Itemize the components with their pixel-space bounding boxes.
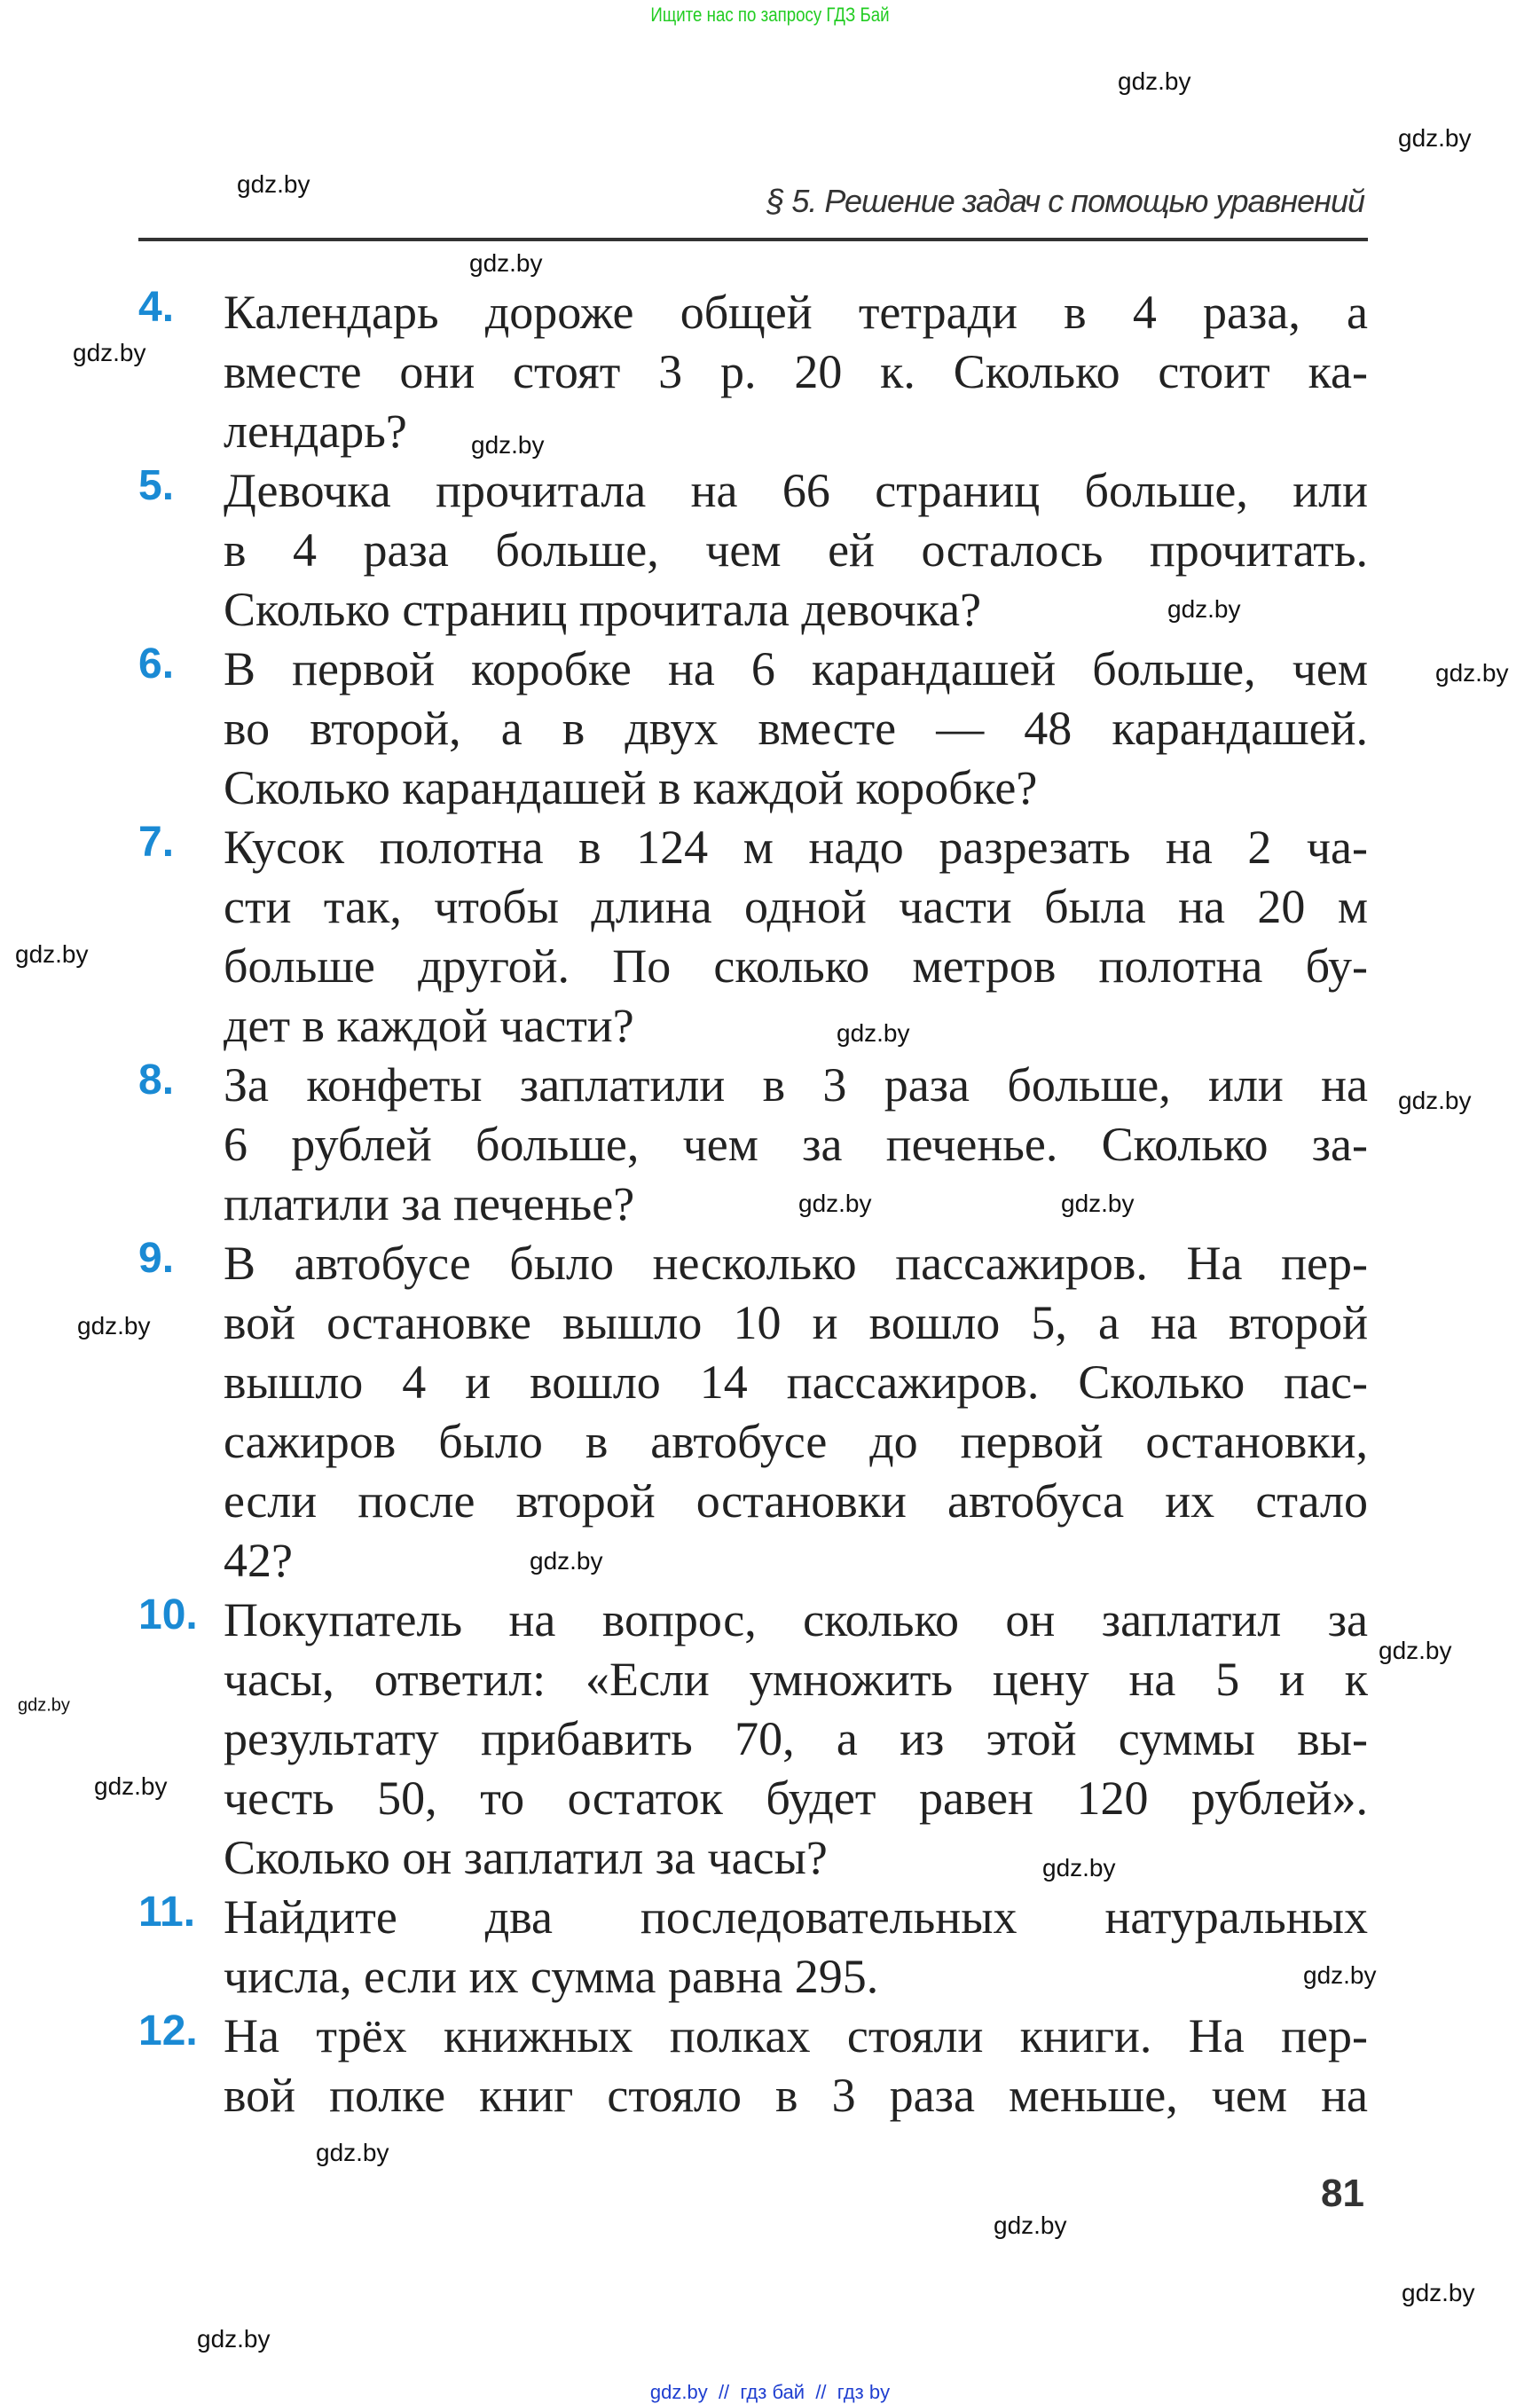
watermark-text: gdz.by bbox=[994, 2212, 1067, 2239]
task-text-line: часы, ответил: «Если умножить цену на 5 и к bbox=[224, 1653, 1368, 1706]
task-text-line: Девочка прочитала на 66 страниц больше, или bbox=[224, 464, 1368, 517]
footer-links[interactable]: gdz.by // гдз бай // гдз by bbox=[649, 2381, 891, 2403]
task-text-line: Сколько он заплатил за часы? bbox=[224, 1831, 828, 1884]
task-text-line: честь 50, то остаток будет равен 120 рублей». bbox=[224, 1772, 1368, 1825]
watermark-text: gdz.by bbox=[837, 1019, 910, 1047]
task-item bbox=[138, 283, 1368, 461]
watermark-text: gdz.by bbox=[15, 940, 89, 968]
watermark-text: gdz.by bbox=[1118, 67, 1191, 95]
task-number: 12. bbox=[138, 2007, 198, 2054]
task-number: 9. bbox=[138, 1235, 175, 1282]
task-text-line: Кусок полотна в 124 м надо разрезать на 2 ча- bbox=[224, 821, 1368, 874]
watermark-text: gdz.by bbox=[1398, 124, 1472, 152]
task-text-line: результату прибавить 70, а из этой суммы вы- bbox=[224, 1712, 1368, 1765]
task-number: 8. bbox=[138, 1057, 175, 1104]
watermark-text: gdz.by bbox=[471, 431, 545, 459]
task-text-line: В первой коробке на 6 карандашей больше, чем bbox=[224, 642, 1368, 695]
task-text-line: больше другой. По сколько метров полотна бу- bbox=[224, 939, 1368, 993]
task-text-line: Сколько страниц прочитала девочка? bbox=[224, 583, 982, 636]
task-text-line: Сколько карандашей в каждой коробке? bbox=[224, 761, 1038, 814]
task-number: 10. bbox=[138, 1591, 198, 1638]
task-text-line: За конфеты заплатили в 3 раза больше, или на bbox=[224, 1058, 1368, 1112]
watermark-text: gdz.by bbox=[1398, 1087, 1472, 1114]
section-title: § 5. Решение задач с помощью уравнений bbox=[766, 183, 1364, 219]
task-text-line: числа, если их сумма равна 295. bbox=[224, 1950, 879, 2003]
watermark-text: gdz.by bbox=[798, 1190, 872, 1217]
watermark-text: gdz.by bbox=[469, 249, 543, 277]
task-text-line: вой полке книг стояло в 3 раза меньше, чем на bbox=[224, 2069, 1368, 2122]
header-divider bbox=[138, 238, 1368, 241]
task-number: 5. bbox=[138, 462, 175, 509]
task-item bbox=[138, 640, 1368, 818]
task-text-line: в 4 раза больше, чем ей осталось прочитать. bbox=[224, 523, 1368, 577]
task-number: 7. bbox=[138, 819, 175, 866]
watermark-text: gdz.by bbox=[73, 339, 146, 366]
task-item bbox=[138, 1234, 1368, 1591]
task-number: 11. bbox=[138, 1889, 196, 1936]
task-text-line: На трёх книжных полках стояли книги. На пер- bbox=[224, 2009, 1368, 2062]
task-text-line: Найдите два последовательных натуральных bbox=[224, 1890, 1368, 1944]
watermark-text: gdz.by bbox=[1435, 659, 1509, 687]
task-text-line: сти так, чтобы длина одной части была на 20 м bbox=[224, 880, 1368, 933]
watermark-text: gdz.by bbox=[1379, 1637, 1452, 1664]
task-item bbox=[138, 1591, 1368, 1888]
task-text-line: 6 рублей больше, чем за печенье. Сколько за- bbox=[224, 1118, 1368, 1171]
task-text-line: во второй, а в двух вместе — 48 карандашей. bbox=[224, 702, 1368, 755]
task-text-line: вместе они стоят 3 р. 20 к. Сколько стоит ка- bbox=[224, 345, 1368, 398]
watermark-text: gdz.by bbox=[1402, 2279, 1475, 2306]
watermark-text: gdz.by bbox=[94, 1772, 168, 1800]
task-item bbox=[138, 818, 1368, 1056]
task-list bbox=[138, 283, 1368, 2125]
task-text-line: В автобусе было несколько пассажиров. На пер- bbox=[224, 1237, 1368, 1290]
task-text-line: Покупатель на вопрос, сколько он заплатил за bbox=[224, 1593, 1368, 1646]
task-item bbox=[138, 1056, 1368, 1234]
task-number: 6. bbox=[138, 640, 175, 687]
page-number: 81 bbox=[1321, 2172, 1364, 2215]
watermark-text: gdz.by bbox=[197, 2325, 271, 2353]
watermark-text: gdz.by bbox=[1167, 595, 1241, 623]
task-number: 4. bbox=[138, 284, 175, 331]
watermark-text: gdz.by bbox=[1061, 1190, 1135, 1217]
task-text-line: 42? bbox=[224, 1534, 293, 1587]
watermark-text: gdz.by bbox=[316, 2139, 389, 2166]
task-text-line: платили за печенье? bbox=[224, 1177, 635, 1230]
watermark-text: gdz.by bbox=[530, 1547, 603, 1575]
watermark-text: gdz.by bbox=[77, 1312, 151, 1339]
watermark-text: gdz.by bbox=[237, 170, 310, 198]
task-text-line: если после второй остановки автобуса их стало bbox=[224, 1474, 1368, 1528]
task-item bbox=[138, 2007, 1368, 2125]
task-text-line: Календарь дороже общей тетради в 4 раза, а bbox=[224, 286, 1368, 339]
task-text-line: вышло 4 и вошло 14 пассажиров. Сколько пас- bbox=[224, 1355, 1368, 1409]
top-search-note[interactable]: Ищите нас по запросу ГДЗ Бай bbox=[650, 4, 890, 26]
task-text-line: сажиров было в автобусе до первой остановки, bbox=[224, 1415, 1368, 1468]
task-item bbox=[138, 1888, 1368, 2007]
task-text-line: дет в каждой части? bbox=[224, 999, 634, 1052]
task-text-line: вой остановке вышло 10 и вошло 5, а на второй bbox=[224, 1296, 1368, 1349]
task-text-line: лендарь? bbox=[224, 405, 407, 458]
watermark-text: gdz.by bbox=[18, 1695, 70, 1716]
watermark-text: gdz.by bbox=[1042, 1854, 1116, 1882]
watermark-text: gdz.by bbox=[1303, 1961, 1377, 1989]
